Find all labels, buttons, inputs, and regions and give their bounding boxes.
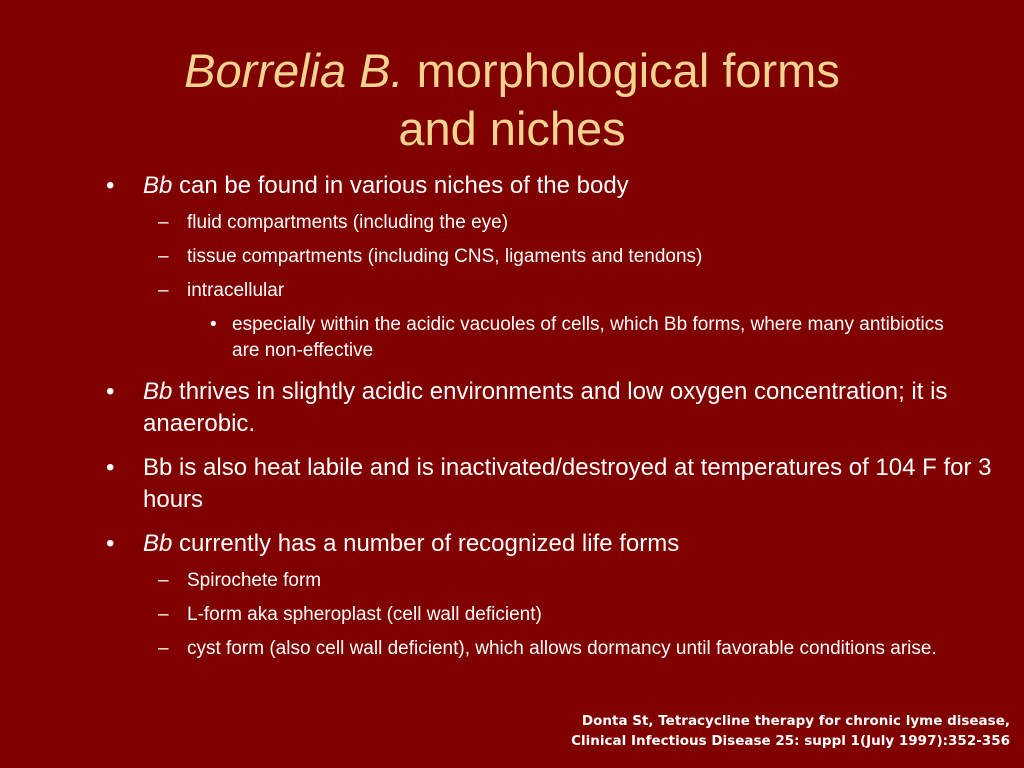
sub-bullet-text: Spirochete form: [187, 570, 322, 591]
bullet-item: [0, 528, 1024, 560]
bullet-item: [0, 170, 1024, 202]
sub-sub-bullet-text: especially within the acidic vacuoles of cells, which Bb forms, where many antibiotics are non-effective: [232, 314, 944, 361]
dash-marker: –: [158, 280, 169, 301]
bullet-marker: •: [106, 454, 115, 481]
dash-marker: –: [158, 638, 169, 659]
bullet-marker: •: [106, 378, 115, 405]
sub-bullet-text: cyst form (also cell wall deficient), which allows dormancy until favorable conditions arise.: [187, 638, 937, 659]
dash-marker: –: [158, 570, 169, 591]
slide-title: [0, 42, 1024, 158]
title-italic: Borrelia B.: [184, 44, 404, 97]
dash-marker: –: [158, 604, 169, 625]
sub-bullet-item: [0, 602, 1024, 628]
bullet-text: currently has a number of recognized life forms: [172, 530, 680, 557]
title-line2: and niches: [398, 102, 626, 155]
sub-bullet-item: [0, 636, 1024, 662]
sub-bullet-text: L-form aka spheroplast (cell wall deficient): [187, 604, 542, 625]
title-rest: morphological forms: [403, 44, 840, 97]
bullet-marker: •: [106, 530, 115, 557]
dash-marker: –: [158, 212, 169, 233]
bullet-marker: •: [210, 314, 217, 335]
bullet-text: Bb is also heat labile and is inactivated/destroyed at temperatures of 104 F for 3 hours: [143, 454, 992, 513]
dash-marker: –: [158, 246, 169, 267]
bullet-item: [0, 376, 1024, 440]
bullet-item: [0, 452, 1024, 516]
sub-bullet-item: [0, 244, 1024, 270]
sub-sub-bullet-item: [0, 312, 1024, 364]
sub-bullet-item: [0, 568, 1024, 594]
bullet-italic: Bb: [143, 172, 173, 199]
sub-bullet-item: [0, 278, 1024, 304]
bullet-text: thrives in slightly acidic environments and low oxygen concentration; it is anaerobic.: [143, 378, 948, 437]
bullet-text: can be found in various niches of the body: [172, 172, 629, 199]
bullet-italic: Bb: [143, 378, 173, 405]
bullet-italic: Bb: [143, 530, 173, 557]
bullet-list: [0, 170, 1024, 670]
citation: [571, 711, 1010, 751]
sub-bullet-text: tissue compartments (including CNS, ligaments and tendons): [187, 246, 703, 267]
bullet-marker: •: [106, 172, 115, 199]
sub-bullet-text: intracellular: [187, 280, 285, 301]
citation-line1: Donta St, Tetracycline therapy for chronic lyme disease,: [581, 713, 1010, 729]
citation-line2: Clinical Infectious Disease 25: suppl 1(July 1997):352-356: [571, 733, 1010, 749]
sub-bullet-item: [0, 210, 1024, 236]
sub-bullet-text: fluid compartments (including the eye): [187, 212, 509, 233]
